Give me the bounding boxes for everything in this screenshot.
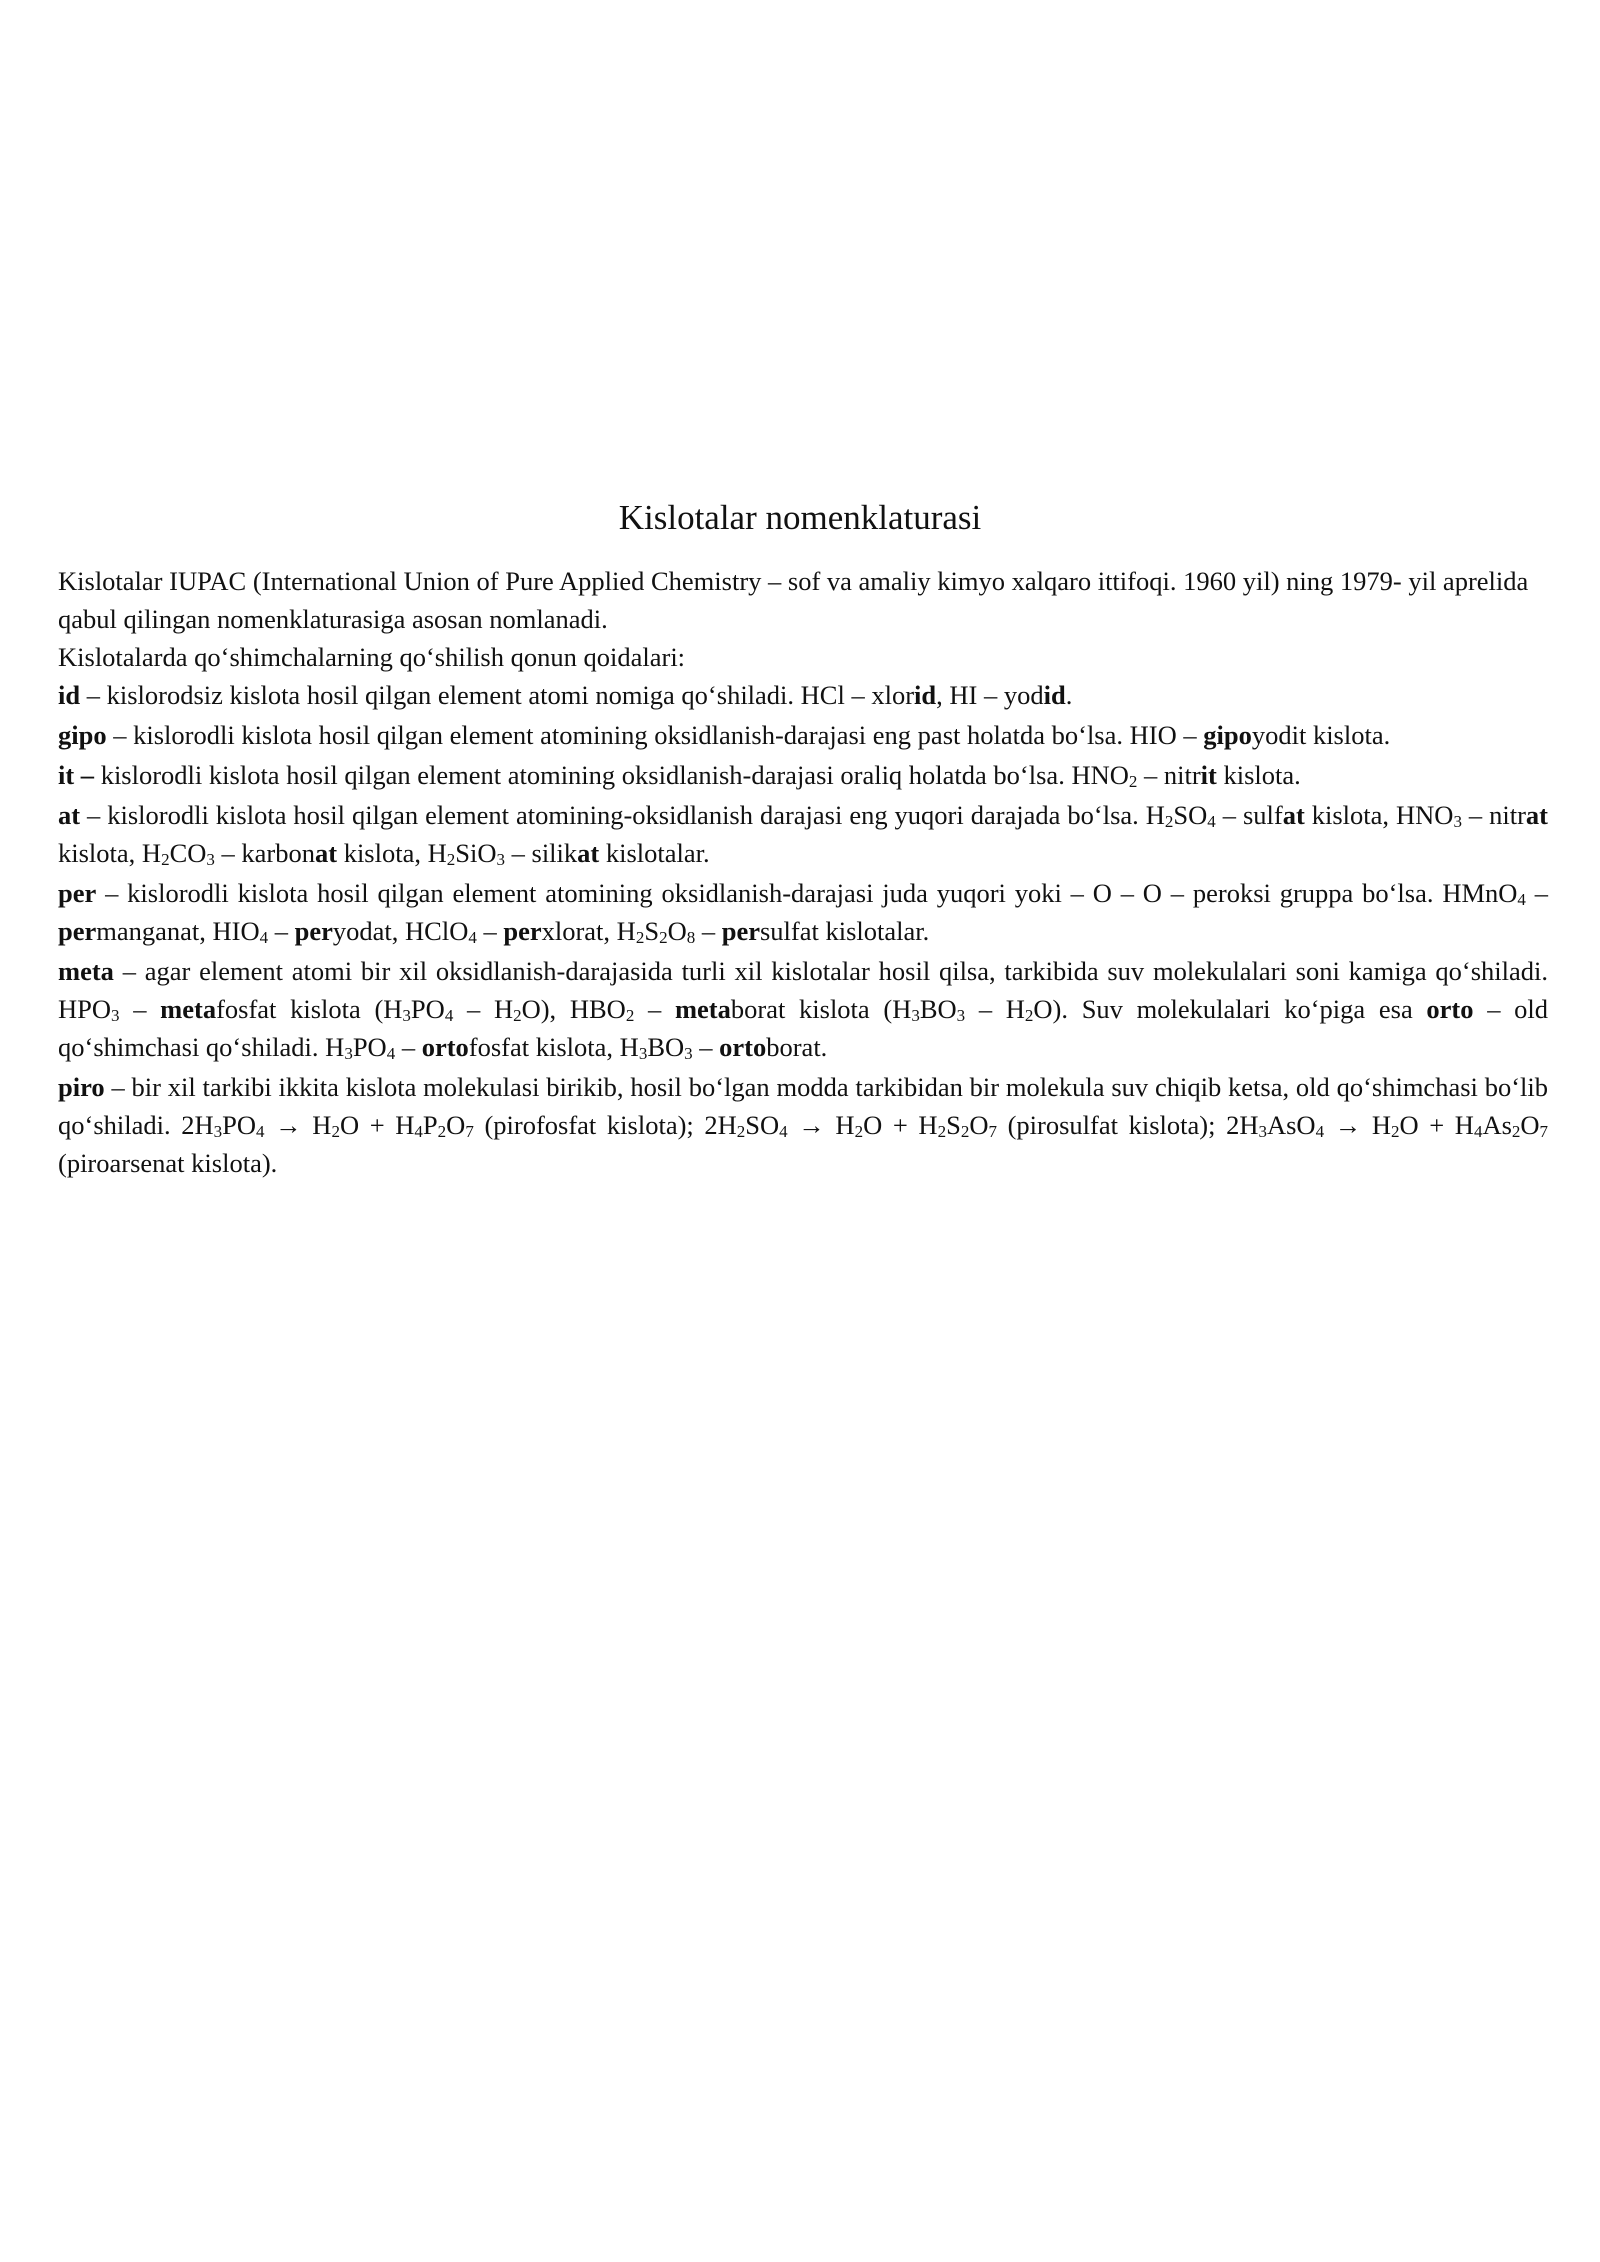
text-run: – — [692, 1032, 720, 1062]
text-run: O). Suv molekulalari ko‘piga esa — [1033, 994, 1427, 1024]
subscript-text: 4 — [779, 1122, 788, 1141]
text-run: – nitr — [1461, 800, 1526, 830]
text-run: O + H — [1399, 1110, 1474, 1140]
subscript-text: 3 — [1453, 812, 1462, 831]
text-run: – — [1525, 878, 1548, 908]
bold-term: gipo — [1203, 720, 1252, 750]
bold-term: id — [1043, 680, 1066, 710]
subscript-text: 4 — [1207, 812, 1216, 831]
text-run: O — [969, 1110, 989, 1140]
text-run: (pirosulfat kislota); 2H — [996, 1110, 1259, 1140]
text-run: BO — [919, 994, 957, 1024]
bold-term: id — [914, 680, 937, 710]
text-run: sulfat kislotalar. — [759, 916, 930, 946]
document-title: Kislotalar nomenklaturasi — [618, 498, 982, 537]
text-run: – agar element atomi bir xil oksidlanish-darajasida turli xil kislotalar hosil qilsa, tarkibida suv molekulalari soni kamiga qo‘shiladi. HPO — [58, 956, 1548, 1024]
subscript-text: 4 — [256, 1122, 265, 1141]
text-run: – — [695, 916, 722, 946]
subscript-text: 4 — [1517, 890, 1526, 909]
text-run: manganat, HIO — [96, 916, 260, 946]
subscript-text: 2 — [513, 1006, 522, 1025]
paragraph — [58, 638, 1548, 676]
text-run: – kislorodsiz kislota hosil qilgan element atomi nomiga qo‘shiladi. HCl – xlor — [80, 680, 915, 710]
text-run: S — [946, 1110, 961, 1140]
text-run: – — [634, 994, 675, 1024]
subscript-text: 2 — [1164, 812, 1174, 831]
paragraph — [58, 874, 1548, 950]
subscript-text: 3 — [956, 1006, 966, 1025]
text-run: → H — [787, 1110, 855, 1140]
text-run: S — [644, 916, 660, 946]
subscript-text: 2 — [437, 1122, 447, 1141]
subscript-text: 2 — [625, 1006, 635, 1025]
text-run: O — [1520, 1110, 1540, 1140]
text-run: P — [422, 1110, 438, 1140]
text-run: yodit kislota. — [1251, 720, 1391, 750]
bold-term: per — [58, 878, 97, 908]
text-run: → H — [1324, 1110, 1391, 1140]
text-run: kislotalar. — [599, 838, 710, 868]
paragraph — [58, 952, 1548, 1066]
bold-term: per — [721, 916, 760, 946]
bold-term: at — [1282, 800, 1305, 830]
text-run: borat kislota (H — [730, 994, 912, 1024]
text-run: SO — [1173, 800, 1208, 830]
subscript-text: 2 — [446, 850, 456, 869]
text-run: – H — [965, 994, 1025, 1024]
text-run: PO — [352, 1032, 387, 1062]
subscript-text: 7 — [988, 1122, 997, 1141]
text-run: – silik — [505, 838, 578, 868]
subscript-text: 3 — [206, 850, 215, 869]
text-run: Kislotalarda qo‘shimchalarning qo‘shilish qonun qoidalari: — [58, 642, 686, 672]
subscript-text: 3 — [684, 1044, 693, 1063]
text-run: – karbon — [214, 838, 315, 868]
bold-term: per — [503, 916, 542, 946]
text-run: O — [446, 1110, 466, 1140]
bold-term: orto — [1426, 994, 1474, 1024]
bold-term: at — [314, 838, 338, 868]
text-run: – — [395, 1032, 422, 1062]
subscript-text: 2 — [854, 1122, 864, 1141]
subscript-text: 4 — [468, 928, 477, 947]
text-run: – kislorodli kislota hosil qilgan element atomining oksidlanish-darajasi eng past holatda bo‘lsa. HIO – — [106, 720, 1204, 750]
text-run: CO — [169, 838, 207, 868]
text-run: O), HBO — [521, 994, 626, 1024]
bold-term: at — [1525, 800, 1548, 830]
text-run: – kislorodli kislota hosil qilgan element atomining-oksidlanish darajasi eng yuqori darajada bo‘lsa. H — [80, 800, 1165, 830]
subscript-text: 3 — [638, 1044, 648, 1063]
paragraph — [58, 756, 1548, 794]
subscript-text: 2 — [635, 928, 645, 947]
subscript-text: 2 — [736, 1122, 746, 1141]
subscript-text: 2 — [1024, 1006, 1034, 1025]
text-run: fosfat kislota, H — [468, 1032, 639, 1062]
subscript-text: 3 — [344, 1044, 353, 1063]
text-run: kislota, H — [58, 838, 162, 868]
subscript-text: 3 — [496, 850, 505, 869]
text-run: PO — [410, 994, 445, 1024]
subscript-text: 2 — [331, 1122, 340, 1141]
text-run: SO — [745, 1110, 780, 1140]
text-run: BO — [647, 1032, 685, 1062]
bold-term: meta — [674, 994, 731, 1024]
subscript-text: 4 — [1473, 1122, 1483, 1141]
text-run: – old qo‘shimchasi qo‘shiladi. H — [58, 994, 1548, 1062]
bold-term: orto — [421, 1032, 469, 1062]
text-run: , HI – yod — [936, 680, 1044, 710]
document-body — [58, 562, 1548, 1182]
paragraph — [58, 716, 1548, 754]
bold-term: gipo — [58, 720, 107, 750]
text-run: Kislotalar IUPAC (International Union of Pure Applied Chemistry – sof va amaliy kimyo xalqaro ittifoqi. 1960 yil) ning 1979- yil aprelida qabul qilingan nomenklaturasiga asosan nomlanadi. — [58, 566, 1529, 634]
text-run: – sulf — [1215, 800, 1283, 830]
paragraph — [58, 796, 1548, 872]
subscript-text: 4 — [444, 1006, 454, 1025]
text-run: – nitr — [1137, 760, 1201, 790]
bold-term: it — [1200, 760, 1217, 790]
subscript-text: 8 — [686, 928, 696, 947]
text-run: kislota. — [1216, 760, 1301, 790]
subscript-text: 3 — [111, 1006, 120, 1025]
text-run: (piroarsenat kislota). — [58, 1148, 278, 1178]
text-run: – kislorodli kislota hosil qilgan element atomining oksidlanish-darajasi juda yuqori yoki – O – O – peroksi gruppa bo‘lsa. HMnO — [96, 878, 1518, 908]
subscript-text: 7 — [1539, 1122, 1549, 1141]
bold-term: orto — [719, 1032, 767, 1062]
bold-term: it – — [58, 760, 95, 790]
text-run: kislota, H — [337, 838, 447, 868]
text-run: xlorat, H — [541, 916, 636, 946]
bold-term: at — [58, 800, 81, 830]
text-run: yodat, HClO — [332, 916, 469, 946]
text-run: As — [1482, 1110, 1512, 1140]
subscript-text: 3 — [213, 1122, 223, 1141]
subscript-text: 3 — [402, 1006, 411, 1025]
subscript-text: 4 — [1315, 1122, 1325, 1141]
text-run: kislota, HNO — [1304, 800, 1454, 830]
bold-term: piro — [58, 1072, 105, 1102]
text-run: fosfat kislota (H — [216, 994, 403, 1024]
subscript-text: 2 — [1128, 772, 1138, 791]
text-run: O — [667, 916, 687, 946]
bold-term: per — [294, 916, 333, 946]
paragraph — [58, 676, 1548, 714]
bold-term: per — [58, 916, 97, 946]
paragraph — [58, 562, 1548, 638]
subscript-text: 3 — [1258, 1122, 1267, 1141]
paragraph — [58, 1068, 1548, 1182]
bold-term: at — [577, 838, 600, 868]
subscript-text: 3 — [911, 1006, 920, 1025]
subscript-text: 2 — [1390, 1122, 1400, 1141]
subscript-text: 4 — [386, 1044, 396, 1063]
subscript-text: 2 — [937, 1122, 947, 1141]
text-run: – — [476, 916, 504, 946]
text-run: – — [268, 916, 295, 946]
subscript-text: 2 — [960, 1122, 970, 1141]
bold-term: meta — [160, 994, 217, 1024]
text-run: SiO — [455, 838, 497, 868]
text-run: – H — [453, 994, 514, 1024]
text-run: O + H — [339, 1110, 415, 1140]
subscript-text: 7 — [465, 1122, 474, 1141]
text-run: kislorodli kislota hosil qilgan element atomining oksidlanish-darajasi oraliq holatda bo‘lsa. HNO — [94, 760, 1129, 790]
text-run: → H — [264, 1110, 332, 1140]
subscript-text: 2 — [659, 928, 668, 947]
text-run: PO — [222, 1110, 257, 1140]
text-run: – — [119, 994, 161, 1024]
subscript-text: 4 — [414, 1122, 423, 1141]
subscript-text: 2 — [1511, 1122, 1521, 1141]
subscript-text: 2 — [161, 850, 170, 869]
text-run: – bir xil tarkibi ikkita kislota molekulasi birikib, hosil bo‘lgan modda tarkibidan bir molekula suv chiqib ketsa, old qo‘shimchasi bo‘lib qo‘shiladi. 2H — [58, 1072, 1548, 1140]
text-run: (pirofosfat kislota); 2H — [473, 1110, 737, 1140]
bold-term: id — [58, 680, 81, 710]
subscript-text: 4 — [259, 928, 269, 947]
text-run: borat. — [766, 1032, 828, 1062]
text-run: AsO — [1266, 1110, 1316, 1140]
bold-term: meta — [58, 956, 114, 986]
text-run: . — [1065, 680, 1073, 710]
text-run: O + H — [863, 1110, 938, 1140]
